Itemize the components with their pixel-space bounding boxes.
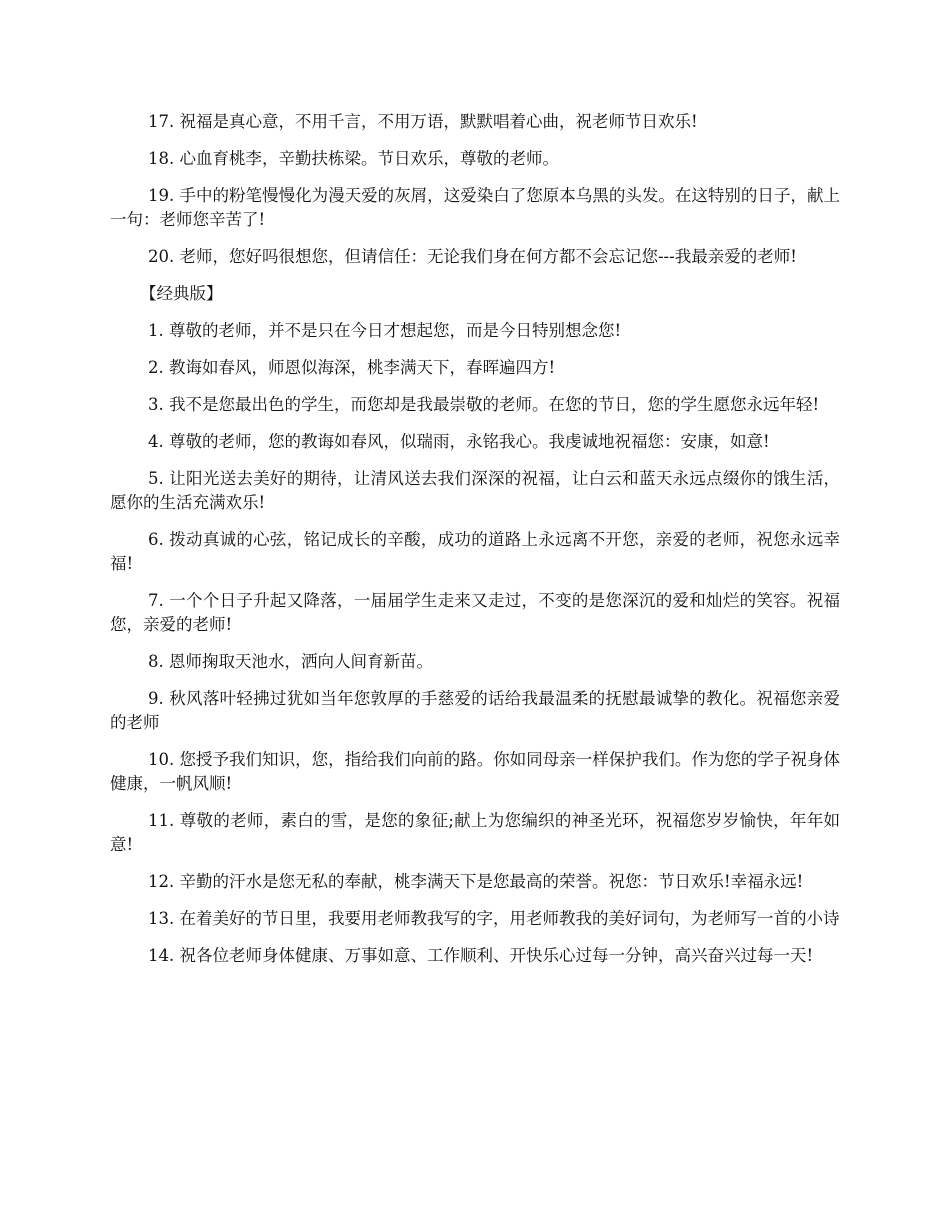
classic-paragraph-12: 12. 辛勤的汗水是您无私的奉献，桃李满天下是您最高的荣誉。祝您：节日欢乐!幸福永远! bbox=[148, 872, 804, 891]
classic-paragraph-6: 6. 拨动真诚的心弦，铭记成长的辛酸，成功的道路上永远离不开您，亲爱的老师，祝您永远幸福! bbox=[110, 530, 840, 573]
section-heading: 【经典版】 bbox=[140, 284, 223, 303]
classic-paragraph-5: 5. 让阳光送去美好的期待，让清风送去我们深深的祝福，让白云和蓝天永远点缀你的饿生活，愿你的生活充满欢乐! bbox=[110, 469, 840, 512]
classic-paragraph-8: 8. 恩师掬取天池水，洒向人间育新苗。 bbox=[148, 652, 433, 671]
classic-paragraph-10: 10. 您授予我们知识，您，指给我们向前的路。你如同母亲一样保护我们。作为您的学子祝身体健康，一帆风顺! bbox=[110, 750, 840, 793]
classic-paragraph-2: 2. 教诲如春风，师恩似海深，桃李满天下，春晖遍四方! bbox=[148, 358, 556, 377]
classic-paragraph-11: 11. 尊敬的老师，素白的雪，是您的象征;献上为您编织的神圣光环，祝福您岁岁愉快，年年如意! bbox=[110, 811, 840, 854]
classic-paragraph-4: 4. 尊敬的老师，您的教诲如春风，似瑞雨，永铭我心。我虔诚地祝福您：安康，如意! bbox=[148, 432, 770, 451]
classic-paragraph-1: 1. 尊敬的老师，并不是只在今日才想起您，而是今日特别想念您! bbox=[148, 321, 622, 340]
classic-paragraph-13: 13. 在着美好的节日里，我要用老师教我写的字，用老师教我的美好词句，为老师写一首的小诗 bbox=[148, 909, 840, 928]
paragraph-20: 20. 老师，您好吗很想您，但请信任：无论我们身在何方都不会忘记您---我最亲爱的老师! bbox=[148, 247, 797, 266]
classic-paragraph-7: 7. 一个个日子升起又降落，一届届学生走来又走过，不变的是您深沉的爱和灿烂的笑容。祝福您，亲爱的老师! bbox=[110, 591, 840, 634]
paragraph-17: 17. 祝福是真心意，不用千言，不用万语，默默唱着心曲，祝老师节日欢乐! bbox=[148, 112, 698, 131]
paragraph-18: 18. 心血育桃李，辛勤扶栋梁。节日欢乐，尊敬的老师。 bbox=[148, 149, 559, 168]
document-page bbox=[110, 110, 840, 981]
classic-paragraph-9: 9. 秋风落叶轻拂过犹如当年您敦厚的手慈爱的话给我最温柔的抚慰最诚挚的教化。祝福您亲爱的老师 bbox=[110, 689, 840, 732]
classic-paragraph-3: 3. 我不是您最出色的学生，而您却是我最崇敬的老师。在您的节日，您的学生愿您永远年轻! bbox=[148, 395, 820, 414]
classic-paragraph-14: 14. 祝各位老师身体健康、万事如意、工作顺利、开快乐心过每一分钟，高兴奋兴过每一天! bbox=[148, 946, 814, 965]
paragraph-19: 19. 手中的粉笔慢慢化为漫天爱的灰屑，这爱染白了您原本乌黑的头发。在这特别的日子，献上一句：老师您辛苦了! bbox=[110, 186, 840, 229]
